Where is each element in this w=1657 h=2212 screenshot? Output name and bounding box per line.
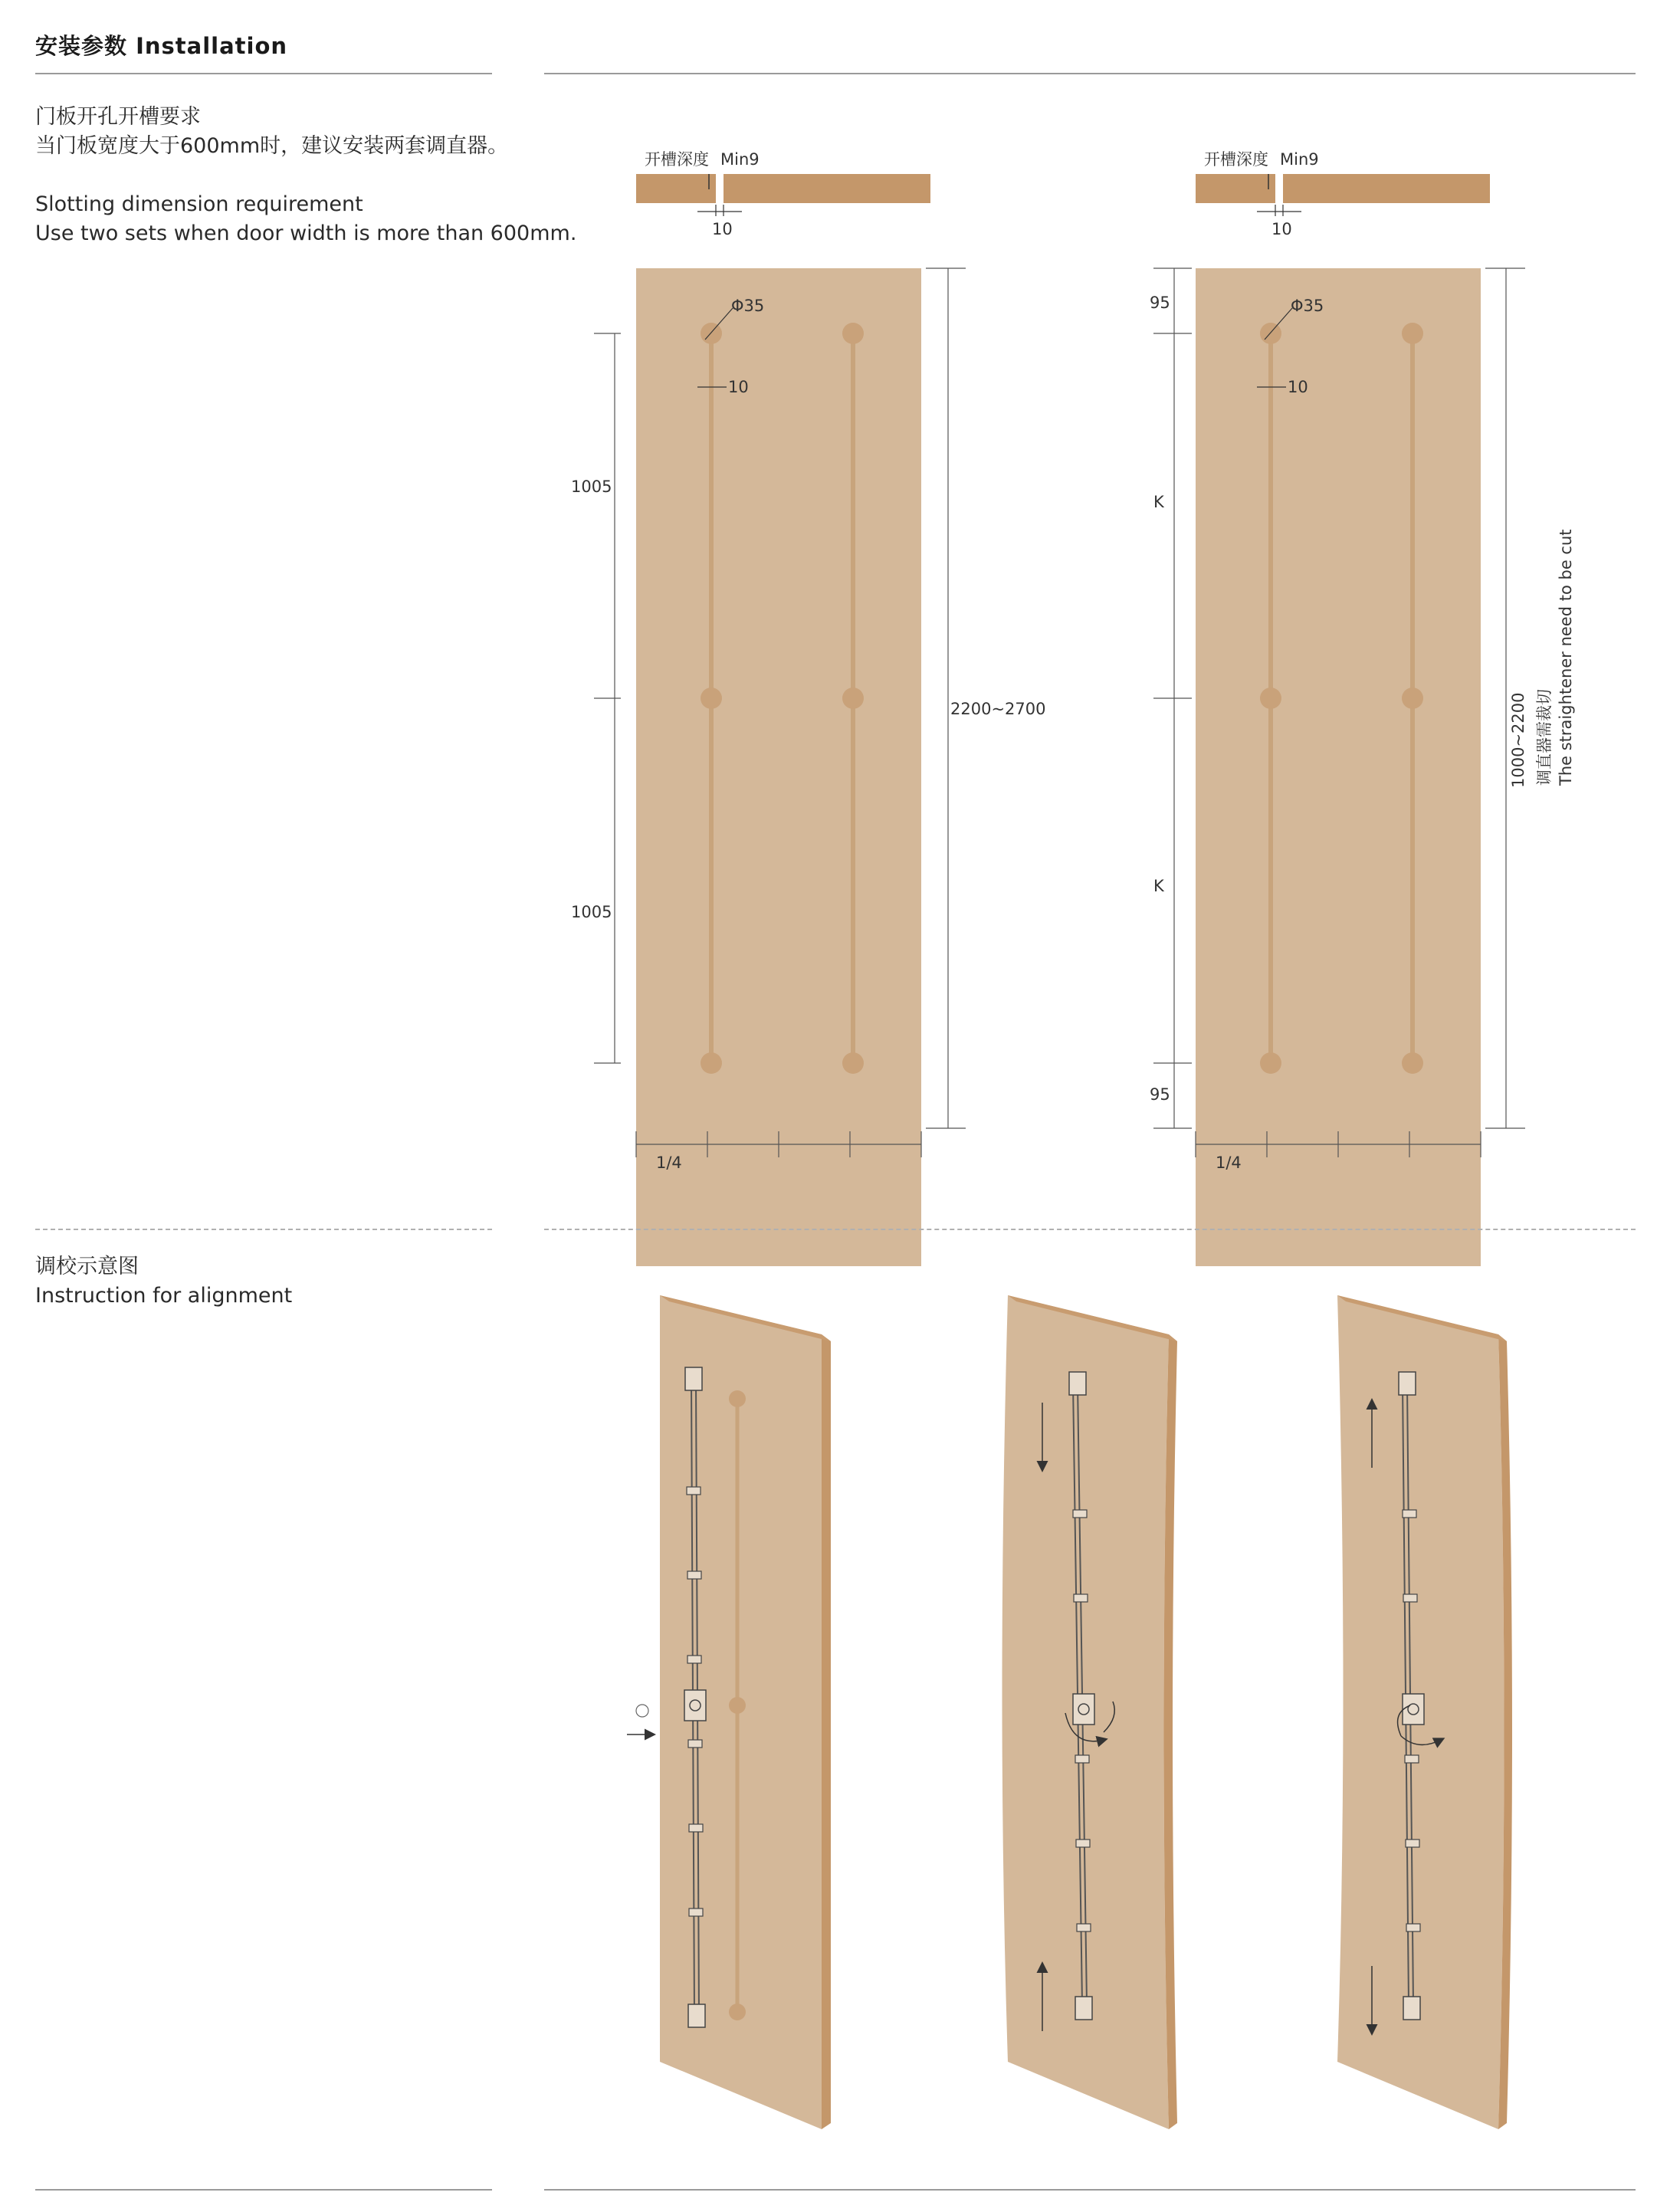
hole-diameter-label: Φ35 <box>731 297 765 315</box>
hole <box>1260 688 1281 709</box>
hole <box>1260 1052 1281 1074</box>
hole <box>701 688 722 709</box>
section-title: 安装参数 Installation <box>35 33 288 59</box>
quarter-label: 1/4 <box>656 1154 682 1172</box>
segment-top-label: K <box>1153 493 1164 511</box>
hole <box>1402 1052 1423 1074</box>
door-panel <box>1196 268 1481 1266</box>
hole <box>842 688 864 709</box>
groove-left-lower <box>709 698 714 1063</box>
left-dimension-lines <box>1153 268 1192 1128</box>
height-label: 2200~2700 <box>950 700 1046 718</box>
segment-top-label: 1005 <box>571 478 612 496</box>
door-straight <box>627 1295 831 2129</box>
hole <box>842 1052 864 1074</box>
section-rule-left <box>35 1229 492 1230</box>
door-bowed-2 <box>1337 1295 1512 2129</box>
groove-left <box>709 333 714 698</box>
hole <box>701 323 722 344</box>
slot-cross-section <box>636 150 930 238</box>
segment-bottom-label: K <box>1153 877 1164 895</box>
slotting-en-title: Slotting dimension requirement <box>35 192 363 216</box>
footer-rule-left <box>35 2189 492 2191</box>
alignment-en-title: Instruction for alignment <box>35 1284 293 1308</box>
header-rule-left <box>35 73 492 74</box>
slot-depth-label: 开槽深度 <box>645 150 709 169</box>
hole <box>1402 688 1423 709</box>
height-label: 1000~2200 <box>1509 692 1527 788</box>
groove-width-label: 10 <box>728 378 749 396</box>
door-panel <box>636 268 921 1266</box>
bottom-offset-label: 95 <box>1150 1085 1170 1104</box>
top-offset-label: 95 <box>1150 294 1170 312</box>
slot-width-label: 10 <box>712 220 733 238</box>
slot-min-label: Min9 <box>1280 150 1319 169</box>
cut-note-en: The straightener need to be cut <box>1557 529 1575 786</box>
slotting-cn-title: 门板开孔开槽要求 <box>35 105 201 129</box>
hole-diameter-label: Φ35 <box>1291 297 1324 315</box>
slotting-cn-desc: 当门板宽度大于600mm时，建议安装两套调直器。 <box>35 134 509 158</box>
height-dimension-lines <box>926 268 966 1128</box>
hole <box>701 1052 722 1074</box>
hole <box>842 323 864 344</box>
slotting-diagram-left <box>559 138 1046 1188</box>
section-rule-right <box>544 1229 1636 1230</box>
hole <box>1260 323 1281 344</box>
footer-rule-right <box>544 2189 1636 2191</box>
hole <box>1402 323 1423 344</box>
alignment-illustrations <box>536 1288 1655 2146</box>
groove-width-label: 10 <box>1288 378 1308 396</box>
slot-min-label: Min9 <box>720 150 760 169</box>
cut-note-cn: 调直器需裁切 <box>1535 689 1554 786</box>
quarter-label: 1/4 <box>1216 1154 1242 1172</box>
slot-cross-section <box>1196 150 1490 238</box>
slot-depth-label: 开槽深度 <box>1204 150 1268 169</box>
slotting-diagram-right <box>1119 138 1640 1188</box>
door-bowed-1 <box>1002 1295 1178 2129</box>
segment-bottom-label: 1005 <box>571 903 612 921</box>
header-rule-right <box>544 73 1636 74</box>
left-dimension-lines <box>594 333 621 1063</box>
slotting-en-desc: Use two sets when door width is more than 600mm. <box>35 222 577 245</box>
slot-width-label: 10 <box>1271 220 1292 238</box>
alignment-cn-title: 调校示意图 <box>35 1255 139 1278</box>
